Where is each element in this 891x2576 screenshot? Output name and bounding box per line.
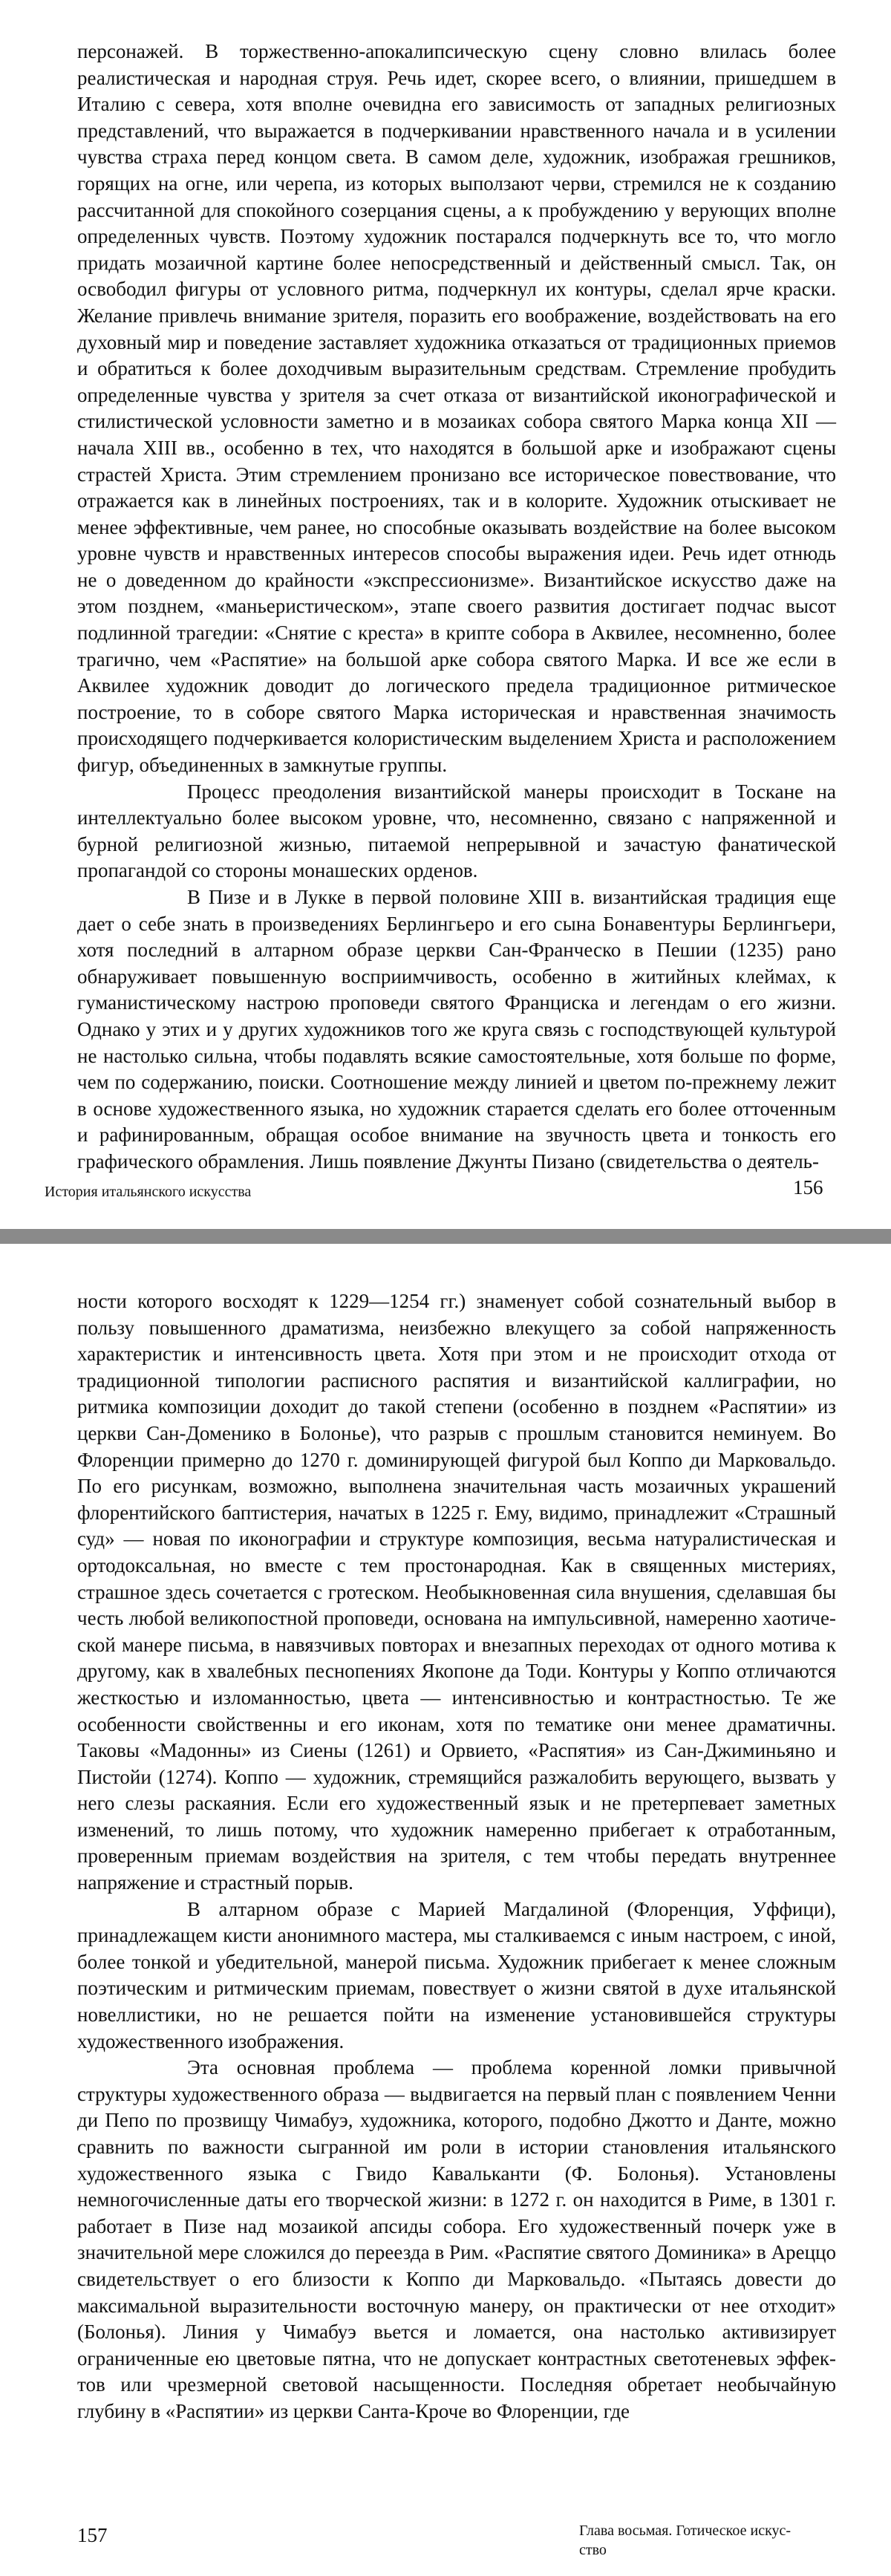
running-title: Глава восьмая. Готическое искусство <box>579 2523 792 2558</box>
paragraph: Процесс преодоления византийской манеры происходит в Тоскане на интеллектуально более высоком уровне, что, несомненно, связано с напряженной и бурной религиозной жизнью, питаемой непрерывной и зачастую фанатической пропагандой со стороны монашеских орденов. <box>77 780 836 882</box>
page-number: 156 <box>793 1176 823 1199</box>
running-title: История итальянского искусства <box>45 1184 252 1200</box>
paragraph: персонажей. В торжественно-апокалипсическую сцену словно влилась более реалистическая и народная струя. Речь идет, скорее всего, о влиянии, пришедшем в Италию с севера, хотя вполне очевидна его зависимость от западных религиозных представлений, что выражается в подчеркивании нравственного начала и в усилении чувства страха перед концом света. В самом деле, художник, изображая грешников, горящих на огне, или черепа, из которых выползают черви, стремился не к созданию рассчитанной для спокойного созерцания сцены, а к пробуждению у верующих вполне определенных чувств. Поэтому художник постарался подчеркнуть все то, что могло придать мозаичной картине более непосредственный и действенный смысл. Так, он освободил фигуры от условного ритма, подчеркнул их контуры, сделал ярче краски. Желание привлечь внимание зрителя, поразить его воображение, воздействовать на его духовный мир и поведение заставляет художника отказаться от традиционных приемов и обратиться к более доходчивым выразительным средствам. Стремление пробудить определенные чувства у зрителя за счет отказа от византийской иконографической и стилистической условности заметно и в мозаиках собора святого Марка конца XII — начала XIII вв., особенно в тех, что находятся в большой арке и изображают сцены страстей Христа. Этим стремлением пронизано все историческое повествование, что отражается как в линейных построениях, так и в колорите. Художник отыскивает не менее эффективные, чем ранее, но способные оказывать воздействие на более высоком уровне чувств и нравственных интересов способы выражения идеи. Речь идет отнюдь не о доведенном до крайности «экспрессионизме». Византийское искусство даже на этом позднем, «маньеристическом», этапе своего развития достигает подчас высот подлинной трагедии: «Снятие с креста» в крипте собора в Аквилее, несомненно, более трагично, чем «Распятие» на большой арке собора святого Марка. И все же если в Аквилее художник доводит до логического предела традиционное ритмическое построение, то в соборе святого Марка историческая и нравственная значимость происходящего подчеркивается колористическим выделением Христа и расположением фигур, объединенных в замкнутые группы. <box>77 40 836 777</box>
paragraph: ности которого восходят к 1229—1254 гг.) знаменует собой сознательный выбор в пользу повышенного драматизма, неизбежно влекущего за собой напряженность характеристик и интенсивность цвета. Хотя при этом и не происходит отхода от традиционной типологии расписного распятия и византийской каллиграфии, но ритмика композиции доходит до такой степени (особенно в позднем «Распятии» из церкви Сан-Доменико в Болонье), что разрыв с прошлым становится неминуем. Во Флоренции примерно до 1270 г. доминирующей фигурой был Коппо ди Марковальдо. По его рисункам, возможно, выполнена значительная часть мозаичных украшений флорентийского баптистерия, начатых в 1225 г. Ему, видимо, принадлежит «Страшный суд» — новая по иконографии и структуре композиция, весьма натуралистическая и ортодоксальная, но вместе с тем простонародная. Как в священных мистериях, страшное здесь сочетается с гротеском. Необыкновенная сила внушения, сделавшая бы честь любой великопостной проповеди, основана на импульсивной, намеренно хаотической манере письма, в навязчивых повторах и внезапных переходах от одного мотива к другому, как в хвалебных песнопениях Якопоне да Тоди. Контуры у Коппо отличаются жесткостью и изломанностью, цвета — интенсивностью и контрастностью. Те же особенности свойственны и его иконам, хотя по тематике они менее драматичны. Таковы «Мадонны» из Сиены (1261) и Орвието, «Распятия» из Сан-Джиминьяно и Пистойи (1274). Коппо — художник, стремящийся разжалобить верующего, вызвать у него слезы раскаяния. Если его художественный язык и не претерпевает заметных изменений, то лишь потому, что художник намеренно прибегает к отработанным, проверенным приемам воздействия на зрителя, с тем чтобы передать внутреннее напряжение и страстный порыв. <box>77 1290 836 1894</box>
page-number: 157 <box>77 2524 108 2546</box>
page-157 <box>0 1244 891 2576</box>
page-156-text <box>77 39 836 1175</box>
page-156 <box>0 0 891 1229</box>
page-157-text <box>77 1288 836 2425</box>
paragraph: В алтарном образе с Марией Магдалиной (Флоренция, Уффици), принадлежащем кисти анонимного мастера, мы сталкиваемся с иным настроем, с иной, более тонкой и убедительной, манерой письма. Художник прибегает к менее сложным поэтическим и ритмическим приемам, повествует о жизни святой в духе итальянской новеллистики, но не решается пойти на изменение установившейся структуры художественного изображения. <box>77 1897 836 2052</box>
paragraph: В Пизе и в Лукке в первой половине XIII в. византийская традиция еще дает о себе знать в произведениях Берлингьеро и его сына Бонавентуры Берлингьери, хотя последний в алтарном образе церкви Сан-Франческо в Пешии (1235) рано обнаруживает повышенную восприимчивость, особенно в житийных клеймах, к гуманистическому настрою проповеди святого Франциска и легендам о его жизни. Однако у этих и у других художников того же круга связь с господствующей культурой не настолько сильна, чтобы подавлять всякие самостоятельные, хотя больше по форме, чем по содержанию, поиски. Соотношение между линией и цветом по-прежнему лежит в основе художественного языка, но художник старается сделать его более отточенным и рафинированным, обращая особое внимание на звучность цвета и тонкость его графического обрамления. Лишь появление Джунты Пизано (свидетельства о деятель- <box>77 886 836 1173</box>
paragraph: Эта основная проблема — проблема коренной ломки привычной структуры художественного образа — выдвигается на первый план с появлением Ченни ди Пепо по прозвищу Чимабуэ, художника, которого, подобно Джотто и Данте, можно сравнить по важности сыгранной им роли в истории становления итальянского художественного языка с Гвидо Кавальканти (Ф. Болонья). Установлены немногочисленные даты его творческой жизни: в 1272 г. он находится в Риме, в 1301 г. работает в Пизе над мозаикой апсиды собора. Его художественный почерк уже в значительной мере сложился до переезда в Рим. «Распятие святого Доминика» в Ареццо свидетельствует о его близости к Коппо ди Марковальдо. «Пытаясь довести до максимальной выразительности восточную манеру, он практически от нее отходит» (Болонья). Линия у Чимабуэ вьется и ломается, она настолько активизирует ограниченные ею цветовые пятна, что не допускает контрастных светотеневых эффектов или чрезмерной световой насыщенности. Последняя обретает необычайную глубину в «Распятии» из церкви Санта-Кроче во Флоренции, где <box>77 2056 836 2422</box>
